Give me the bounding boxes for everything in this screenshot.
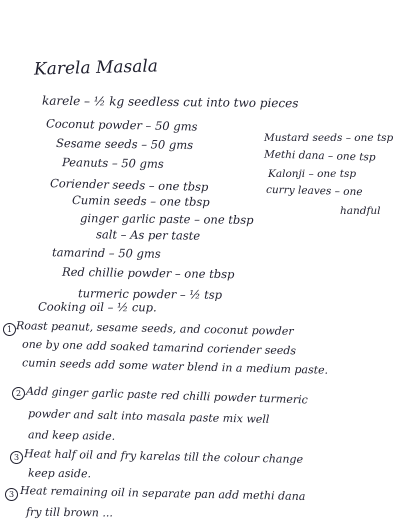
step-number: 2 <box>12 387 25 400</box>
ingredient-item: ginger garlic paste – one tbsp <box>79 211 254 227</box>
step-text: Roast peanut, sesame seeds, and coconut powder <box>15 319 294 338</box>
step-text: keep aside. <box>27 466 92 481</box>
step-number: 3 <box>5 488 18 501</box>
ingredient-item: turmeric powder – ½ tsp <box>77 286 223 302</box>
step-text: and keep aside. <box>27 428 116 443</box>
ingredient-item: Peanuts – 50 gms <box>61 155 164 171</box>
step-text: cumin seeds add some water blend in a medium paste. <box>21 356 329 377</box>
ingredient-item: Coconut powder – 50 gms <box>45 116 198 134</box>
step-text: Heat half oil and fry karelas till the colour change <box>23 447 304 466</box>
ingredient-item: salt – As per taste <box>95 227 201 243</box>
ingredient-item: Cooking oil – ½ cup. <box>37 299 157 315</box>
step-number: 1 <box>3 323 16 336</box>
step-text: one by one add soaked tamarind coriender seeds <box>21 337 297 358</box>
ingredient-item: tamarind – 50 gms <box>51 245 161 261</box>
ingredient-item-right: Mustard seeds – one tsp <box>264 132 394 144</box>
ingredient-item-right: Kalonji – one tsp <box>268 168 357 180</box>
ingredient-item: Coriender seeds – one tbsp <box>49 176 209 194</box>
ingredient-item-right: curry leaves – one <box>265 183 363 199</box>
step-number: 3 <box>10 451 23 464</box>
ingredient-item: Cumin seeds – one tbsp <box>71 193 210 209</box>
step-text: powder and salt into masala paste mix well <box>27 407 270 426</box>
step-text: Heat remaining oil in separate pan add methi dana <box>19 484 306 503</box>
step-text: fry till brown ... <box>25 505 113 519</box>
ingredient-item: Red chillie powder – one tbsp <box>61 264 235 282</box>
ingredient-item: Sesame seeds – 50 gms <box>55 136 194 152</box>
recipe-title: Karela Masala <box>33 56 159 80</box>
main-ingredient: karele – ½ kg seedless cut into two pieces <box>41 93 299 111</box>
ingredient-item-right: Methi dana – one tsp <box>263 148 376 164</box>
ingredient-item-right: handful <box>340 205 381 217</box>
step-text: Add ginger garlic paste red chilli powder turmeric <box>25 384 308 407</box>
